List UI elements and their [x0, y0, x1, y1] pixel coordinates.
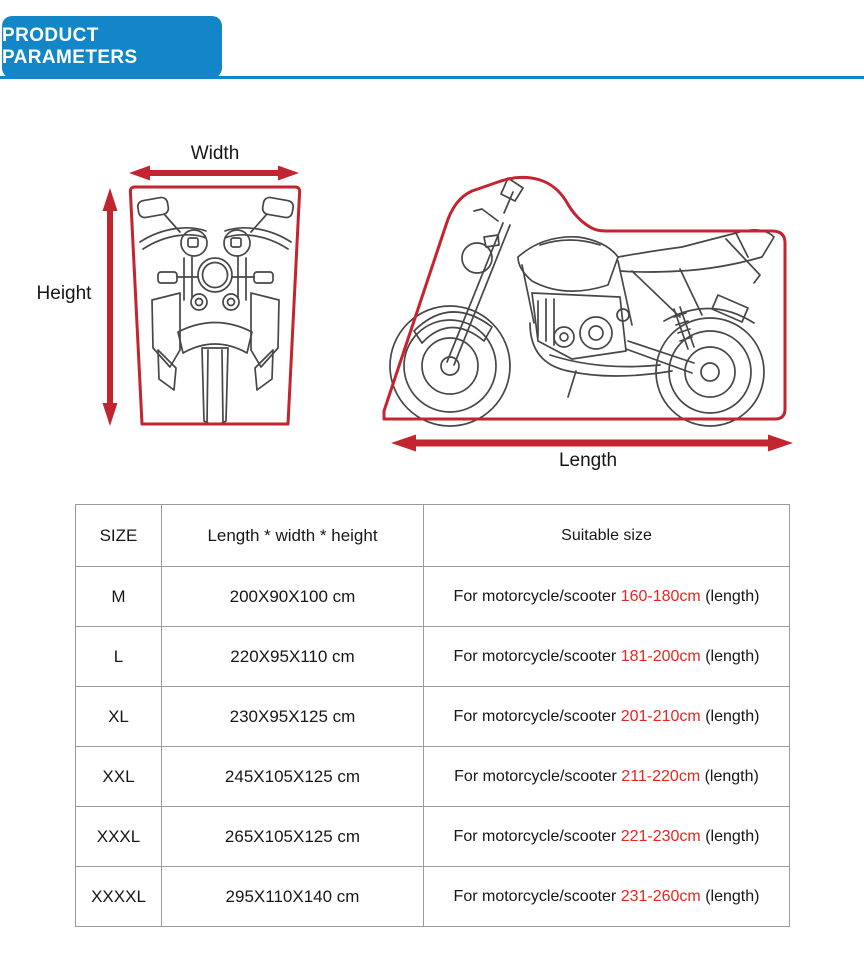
size-range-highlight: 181-200cm	[620, 647, 701, 665]
suitable-size-cell	[424, 867, 790, 927]
table-row	[76, 807, 790, 867]
suitable-suffix-text: (length)	[700, 767, 759, 785]
size-range-highlight: 221-230cm	[620, 827, 701, 845]
size-range-highlight: 231-260cm	[620, 887, 701, 905]
page-title: PRODUCT PARAMETERS	[2, 25, 138, 68]
size-cell: XL	[76, 687, 162, 747]
size-cell: M	[76, 567, 162, 627]
dimensions-cell: 230X95X125 cm	[162, 687, 424, 747]
size-range-highlight: 201-210cm	[620, 707, 701, 725]
suitable-suffix-text: (length)	[700, 887, 760, 905]
suitable-suffix-text: (length)	[700, 827, 760, 845]
size-cell: XXXL	[76, 807, 162, 867]
size-cell: XXL	[76, 747, 162, 807]
suitable-size-cell	[424, 687, 790, 747]
col-header-size: SIZE	[76, 505, 162, 567]
width-label: Width	[190, 143, 240, 164]
size-range-highlight: 211-220cm	[621, 767, 701, 785]
dimensions-cell: 220X95X110 cm	[162, 627, 424, 687]
front-view-cover-outline	[130, 187, 299, 424]
height-label: Height	[36, 283, 92, 304]
height-arrow	[101, 186, 119, 428]
suitable-prefix-text: For motorcycle/scooter	[453, 887, 621, 905]
size-table	[75, 504, 789, 927]
suitable-size-cell	[424, 747, 790, 807]
col-header-dimensions: Length * width * height	[162, 505, 424, 567]
side-view-motorcycle-drawing	[390, 178, 774, 426]
suitable-prefix-text: For motorcycle/scooter	[453, 707, 621, 725]
suitable-prefix-text: For motorcycle/scooter	[453, 647, 621, 665]
table-row	[76, 747, 790, 807]
col-header-suitable-size: Suitable size	[424, 505, 790, 567]
suitable-suffix-text: (length)	[700, 647, 760, 665]
front-view-motorcycle-drawing	[137, 197, 294, 425]
suitable-size-cell	[424, 807, 790, 867]
size-cell: XXXXL	[76, 867, 162, 927]
table-row	[76, 687, 790, 747]
side-view-diagram	[380, 165, 820, 445]
product-parameters-tab	[2, 16, 222, 78]
length-label: Length	[558, 450, 618, 471]
dimensions-cell: 200X90X100 cm	[162, 567, 424, 627]
dimensions-cell: 295X110X140 cm	[162, 867, 424, 927]
suitable-prefix-text: For motorcycle/scooter	[453, 827, 621, 845]
table-row	[76, 567, 790, 627]
suitable-prefix-text: For motorcycle/scooter	[454, 767, 622, 785]
table-header-row	[76, 505, 790, 567]
dimensions-cell: 245X105X125 cm	[162, 747, 424, 807]
suitable-size-cell	[424, 567, 790, 627]
size-cell: L	[76, 627, 162, 687]
table-row	[76, 627, 790, 687]
size-table-body	[76, 567, 790, 927]
size-range-highlight: 160-180cm	[620, 587, 701, 605]
dimensions-cell: 265X105X125 cm	[162, 807, 424, 867]
front-view-diagram	[118, 180, 313, 432]
table-row	[76, 867, 790, 927]
suitable-suffix-text: (length)	[700, 587, 760, 605]
suitable-size-cell	[424, 627, 790, 687]
suitable-suffix-text: (length)	[700, 707, 760, 725]
suitable-prefix-text: For motorcycle/scooter	[453, 587, 621, 605]
